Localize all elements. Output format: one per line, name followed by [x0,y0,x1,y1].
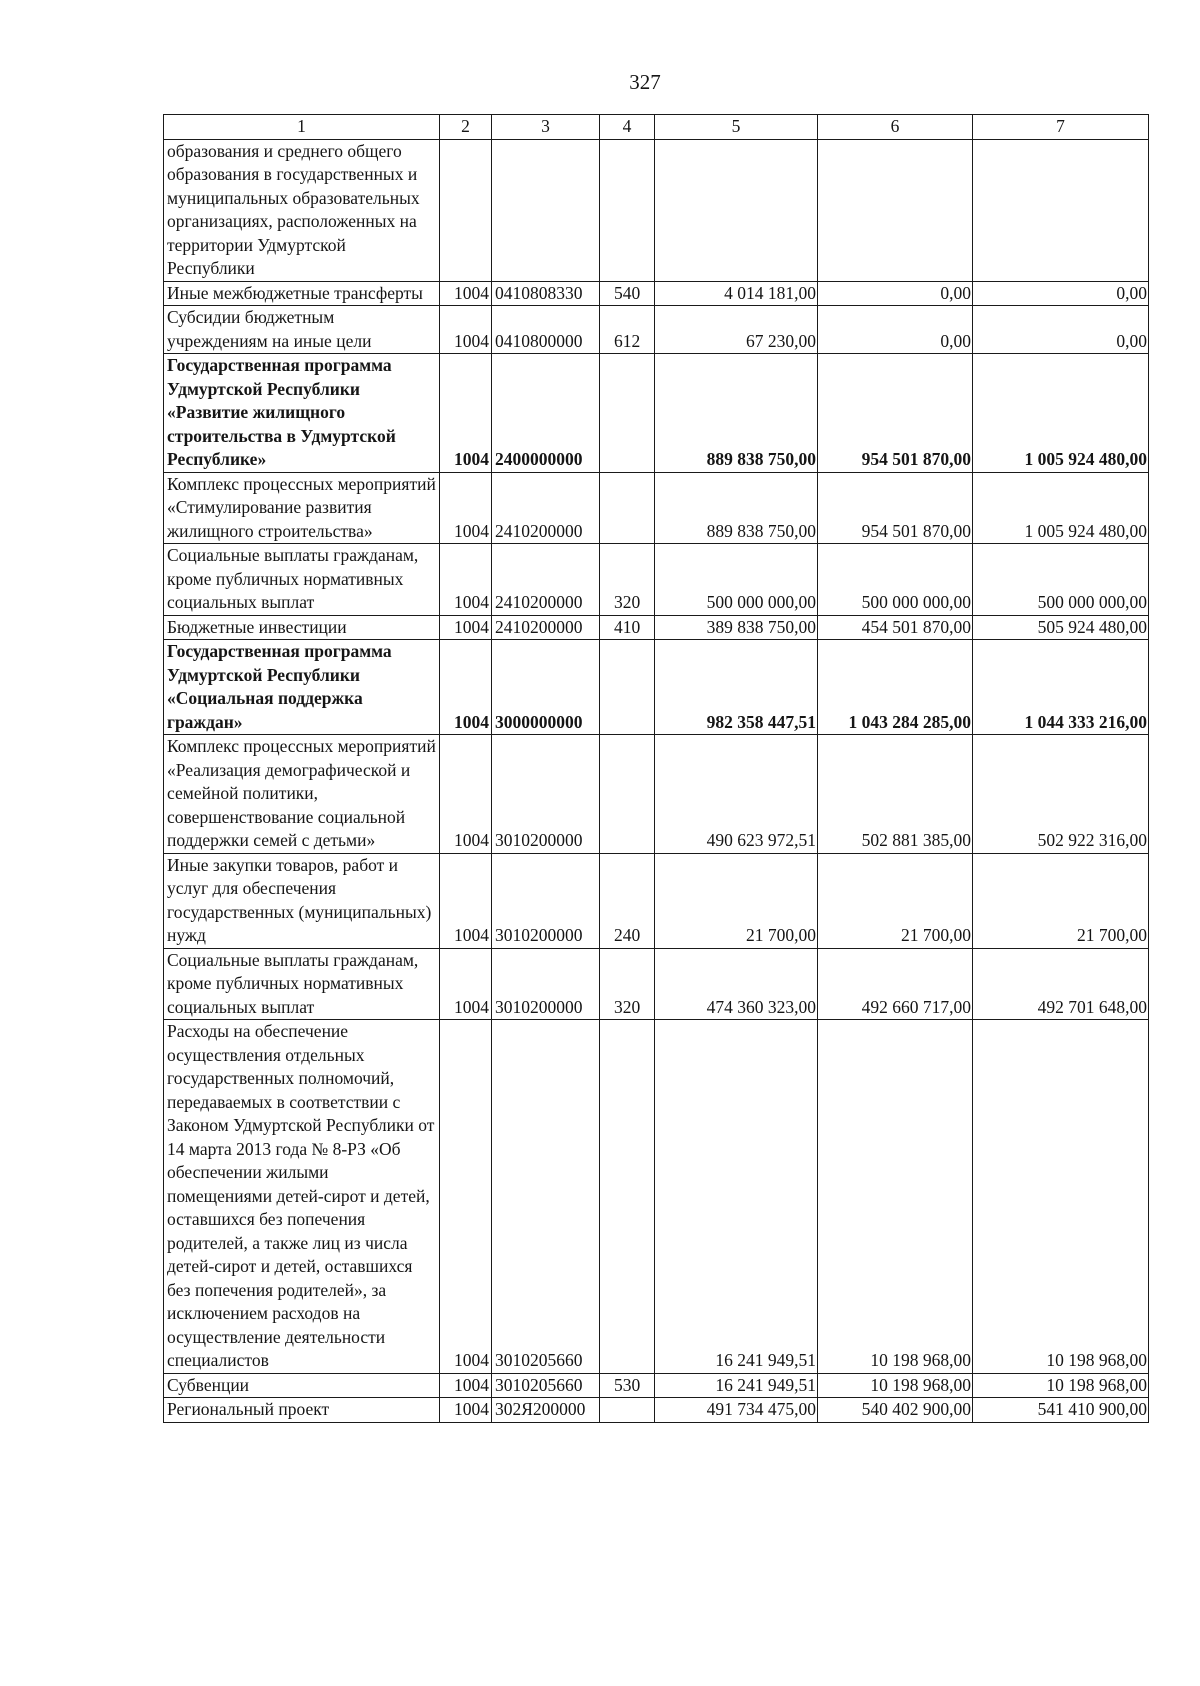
row-name: Субсидии бюджетным учреждениям на иные цели [164,306,440,354]
amount-year-2: 454 501 870,00 [818,615,973,640]
amount-year-2: 0,00 [818,306,973,354]
section-code: 1004 [440,1373,492,1398]
section-code: 1004 [440,853,492,948]
amount-year-3: 1 005 924 480,00 [973,472,1149,544]
row-name: образования и среднего общего образования в государственных и муниципальных образовательных организациях, расположенных на территории Удмуртской Республики [164,139,440,281]
section-code: 1004 [440,640,492,735]
section-code: 1004 [440,354,492,473]
section-code: 1004 [440,1398,492,1423]
target-article: 3010200000 [492,948,600,1020]
section-code: 1004 [440,544,492,616]
amount-year-3: 541 410 900,00 [973,1398,1149,1423]
expense-type [600,1020,655,1374]
amount-year-1: 982 358 447,51 [655,640,818,735]
expense-type: 612 [600,306,655,354]
amount-year-3: 502 922 316,00 [973,735,1149,854]
expense-type: 410 [600,615,655,640]
table-row [164,948,1149,1020]
amount-year-3: 1 044 333 216,00 [973,640,1149,735]
target-article [492,139,600,281]
expense-type [600,735,655,854]
table-row [164,306,1149,354]
target-article: 3010205660 [492,1020,600,1374]
amount-year-2: 0,00 [818,281,973,306]
amount-year-3: 21 700,00 [973,853,1149,948]
row-name: Расходы на обеспечение осуществления отдельных государственных полномочий, передаваемых в соответствии с Законом Удмуртской Республики от 14 марта 2013 года № 8-РЗ «Об обеспечении жилыми помещениями детей-сирот и детей, оставшихся без попечения родителей, а также лиц из числа детей-сирот и детей, оставшихся без попечения родителей», за исключением расходов на осуществление деятельности специалистов [164,1020,440,1374]
column-header: 5 [655,115,818,140]
section-code: 1004 [440,472,492,544]
table-row [164,354,1149,473]
row-name: Комплекс процессных мероприятий «Реализация демографической и семейной политики, совершенствование социальной поддержки семей с детьми» [164,735,440,854]
section-code: 1004 [440,948,492,1020]
amount-year-2: 500 000 000,00 [818,544,973,616]
table-row [164,853,1149,948]
table-row [164,615,1149,640]
amount-year-2: 10 198 968,00 [818,1020,973,1374]
amount-year-3: 10 198 968,00 [973,1020,1149,1374]
expense-type [600,354,655,473]
table-row [164,281,1149,306]
table-row [164,544,1149,616]
amount-year-1 [655,139,818,281]
target-article: 3010200000 [492,853,600,948]
row-name: Комплекс процессных мероприятий «Стимулирование развития жилищного строительства» [164,472,440,544]
expense-type [600,640,655,735]
row-name: Иные межбюджетные трансферты [164,281,440,306]
amount-year-1: 67 230,00 [655,306,818,354]
amount-year-1: 16 241 949,51 [655,1373,818,1398]
column-header: 2 [440,115,492,140]
amount-year-2: 10 198 968,00 [818,1373,973,1398]
section-code: 1004 [440,306,492,354]
amount-year-2: 540 402 900,00 [818,1398,973,1423]
section-code: 1004 [440,281,492,306]
row-name: Региональный проект [164,1398,440,1423]
expense-type [600,1398,655,1423]
amount-year-3: 0,00 [973,306,1149,354]
row-name: Субвенции [164,1373,440,1398]
amount-year-3: 10 198 968,00 [973,1373,1149,1398]
row-name: Социальные выплаты гражданам, кроме публичных нормативных социальных выплат [164,948,440,1020]
table-row [164,1398,1149,1423]
amount-year-2: 954 501 870,00 [818,354,973,473]
amount-year-1: 4 014 181,00 [655,281,818,306]
expense-type [600,139,655,281]
target-article: 2410200000 [492,615,600,640]
target-article: 2410200000 [492,472,600,544]
expense-type: 320 [600,544,655,616]
amount-year-1: 490 623 972,51 [655,735,818,854]
table-row [164,640,1149,735]
row-name: Социальные выплаты гражданам, кроме публичных нормативных социальных выплат [164,544,440,616]
amount-year-1: 16 241 949,51 [655,1020,818,1374]
amount-year-3: 1 005 924 480,00 [973,354,1149,473]
amount-year-3: 500 000 000,00 [973,544,1149,616]
section-code: 1004 [440,735,492,854]
amount-year-3: 0,00 [973,281,1149,306]
row-name: Государственная программа Удмуртской Республики «Социальная поддержка граждан» [164,640,440,735]
row-name: Иные закупки товаров, работ и услуг для обеспечения государственных (муниципальных) нужд [164,853,440,948]
amount-year-1: 500 000 000,00 [655,544,818,616]
amount-year-2: 954 501 870,00 [818,472,973,544]
expense-type: 540 [600,281,655,306]
amount-year-1: 21 700,00 [655,853,818,948]
table-row [164,735,1149,854]
amount-year-2: 492 660 717,00 [818,948,973,1020]
column-header: 4 [600,115,655,140]
section-code: 1004 [440,615,492,640]
target-article: 3010200000 [492,735,600,854]
section-code: 1004 [440,1020,492,1374]
table-row [164,1373,1149,1398]
column-header: 6 [818,115,973,140]
page-number: 327 [629,70,661,94]
expense-type: 530 [600,1373,655,1398]
amount-year-3: 492 701 648,00 [973,948,1149,1020]
section-code [440,139,492,281]
column-header: 1 [164,115,440,140]
row-name: Государственная программа Удмуртской Республики «Развитие жилищного строительства в Удмуртской Республике» [164,354,440,473]
amount-year-1: 491 734 475,00 [655,1398,818,1423]
target-article: 3000000000 [492,640,600,735]
target-article: 2410200000 [492,544,600,616]
expense-type: 240 [600,853,655,948]
table-row [164,472,1149,544]
target-article: 3010205660 [492,1373,600,1398]
amount-year-1: 389 838 750,00 [655,615,818,640]
target-article: 0410808330 [492,281,600,306]
amount-year-2: 502 881 385,00 [818,735,973,854]
amount-year-1: 889 838 750,00 [655,354,818,473]
table-row [164,1020,1149,1374]
target-article: 2400000000 [492,354,600,473]
table-header-row [164,115,1149,140]
column-header: 7 [973,115,1149,140]
amount-year-3: 505 924 480,00 [973,615,1149,640]
amount-year-3 [973,139,1149,281]
target-article: 0410800000 [492,306,600,354]
expense-type: 320 [600,948,655,1020]
expense-type [600,472,655,544]
amount-year-2 [818,139,973,281]
column-header: 3 [492,115,600,140]
budget-table [163,114,1149,1423]
target-article: 302Я200000 [492,1398,600,1423]
amount-year-1: 889 838 750,00 [655,472,818,544]
amount-year-2: 21 700,00 [818,853,973,948]
amount-year-1: 474 360 323,00 [655,948,818,1020]
amount-year-2: 1 043 284 285,00 [818,640,973,735]
row-name: Бюджетные инвестиции [164,615,440,640]
table-row [164,139,1149,281]
